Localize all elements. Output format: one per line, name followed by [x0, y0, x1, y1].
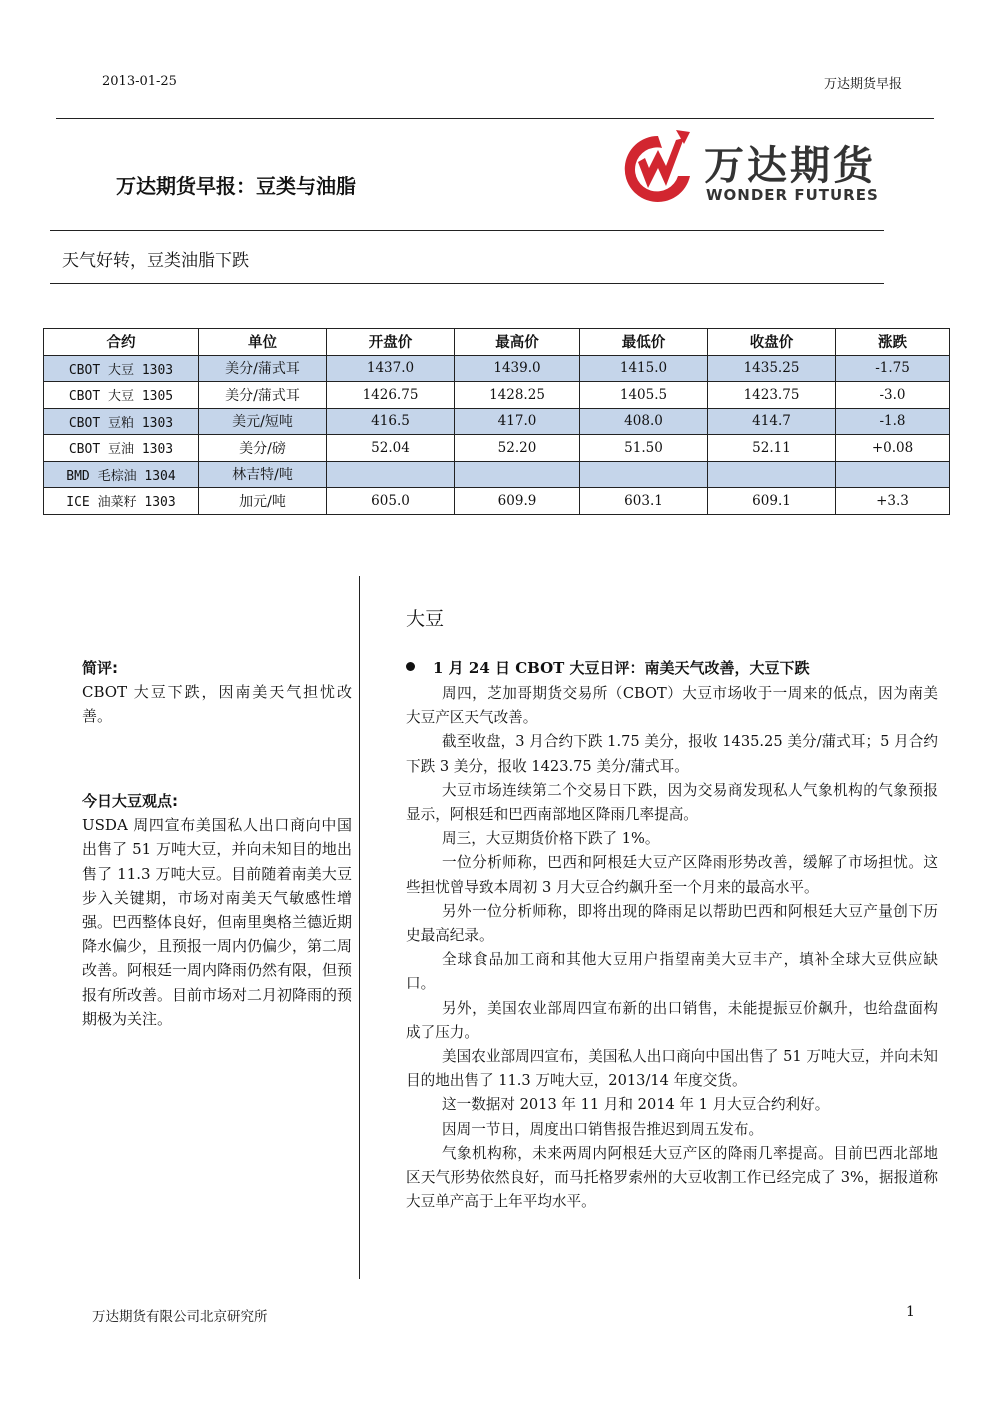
cell-unit: 加元/吨: [199, 488, 327, 515]
cell-change: -1.8: [836, 408, 950, 435]
cell-high: 417.0: [455, 408, 580, 435]
title-rule: [50, 230, 884, 231]
cell-open: 1426.75: [327, 382, 455, 409]
cell-contract: CBOT 大豆 1305: [44, 382, 199, 409]
cell-close: 1423.75: [708, 382, 836, 409]
cell-change: [836, 461, 950, 488]
table-row: [44, 488, 950, 515]
cell-change: -3.0: [836, 382, 950, 409]
comment-heading: 简评:: [82, 659, 118, 677]
footer-org: 万达期货有限公司北京研究所: [92, 1309, 268, 1325]
table-header-row: [44, 329, 950, 356]
cell-high: 1439.0: [455, 355, 580, 382]
cell-change: +3.3: [836, 488, 950, 515]
cell-close: [708, 461, 836, 488]
cell-unit: 美元/短吨: [199, 408, 327, 435]
table-row: [44, 461, 950, 488]
article-paragraph: 另外一位分析师称，即将出现的降雨足以帮助巴西和阿根廷大豆产量创下历史最高纪录。: [406, 902, 938, 945]
cell-low: 1415.0: [580, 355, 708, 382]
header-date: 2013-01-25: [102, 74, 177, 89]
wonder-logo-icon: [618, 128, 700, 210]
cell-close: 609.1: [708, 488, 836, 515]
view-text: USDA 周四宣布美国私人出口商向中国出售了 51 万吨大豆，并向未知目的地出售了 11.3 万吨大豆。目前随着南美大豆步入关键期，市场对南美天气敏感性增强。巴西整体良好，但南里奥格兰德近期降水偏少，且预报一周内仍偏少，第二周改善。阿根廷一周内降雨仍然有限，但预报有所改善。目前市场对二月初降雨的预期极为关注。: [82, 816, 353, 1028]
cell-contract: CBOT 大豆 1303: [44, 355, 199, 382]
col-header-high: 最高价: [455, 329, 580, 356]
col-header-unit: 单位: [199, 329, 327, 356]
cell-contract: CBOT 豆油 1303: [44, 435, 199, 462]
cell-low: 51.50: [580, 435, 708, 462]
article-paragraph: 一位分析师称，巴西和阿根廷大豆产区降雨形势改善，缓解了市场担忧。这些担忧曾导致本周初 3 月大豆合约飙升至一个月来的最高水平。: [406, 854, 938, 896]
column-divider: [359, 576, 360, 1279]
cell-contract: BMD 毛棕油 1304: [44, 461, 199, 488]
cell-contract: ICE 油菜籽 1303: [44, 488, 199, 515]
cell-low: [580, 461, 708, 488]
cell-close: 52.11: [708, 435, 836, 462]
article-paragraph: 周四，芝加哥期货交易所（CBOT）大豆市场收于一周来的低点，因为南美大豆产区天气改善。: [406, 685, 938, 727]
article-paragraph: 因周一节日，周度出口销售报告推迟到周五发布。: [442, 1120, 764, 1138]
bullet-icon: [406, 662, 415, 671]
article-headline: [406, 657, 810, 678]
comment-text: CBOT 大豆下跌，因南美天气担忧改善。: [82, 683, 352, 726]
cell-contract: CBOT 豆粕 1303: [44, 408, 199, 435]
article-paragraph: 美国农业部周四宣布，美国私人出口商向中国出售了 51 万吨大豆，并向未知目的地出售了 11.3 万吨大豆，2013/14 年度交货。: [406, 1048, 938, 1090]
cell-high: 52.20: [455, 435, 580, 462]
table-row: [44, 435, 950, 462]
article-paragraph: 这一数据对 2013 年 11 月和 2014 年 1 月大豆合约利好。: [442, 1096, 830, 1114]
table-row: [44, 408, 950, 435]
col-header-change: 涨跌: [836, 329, 950, 356]
cell-low: 1405.5: [580, 382, 708, 409]
cell-close: 414.7: [708, 408, 836, 435]
page-title: 万达期货早报：豆类与油脂: [116, 174, 356, 198]
cell-high: 1428.25: [455, 382, 580, 409]
cell-high: [455, 461, 580, 488]
article-body: [406, 682, 938, 1214]
cell-high: 609.9: [455, 488, 580, 515]
quote-table: [43, 328, 950, 515]
cell-change: +0.08: [836, 435, 950, 462]
logo-text-cn: 万达期货: [704, 143, 876, 189]
table-row: [44, 382, 950, 409]
company-logo: [618, 128, 893, 210]
cell-low: 408.0: [580, 408, 708, 435]
article-paragraph: 截至收盘，3 月合约下跌 1.75 美分，报收 1435.25 美分/蒲式耳；5 月合约下跌 3 美分，报收 1423.75 美分/蒲式耳。: [406, 733, 938, 775]
logo-text-en: WONDER FUTURES: [706, 186, 879, 204]
col-header-close: 收盘价: [708, 329, 836, 356]
cell-unit: 美分/蒲式耳: [199, 382, 327, 409]
cell-open: 605.0: [327, 488, 455, 515]
col-header-contract: 合约: [44, 329, 199, 356]
article-paragraph: 全球食品加工商和其他大豆用户指望南美大豆丰产，填补全球大豆供应缺口。: [406, 951, 938, 993]
cell-unit: 美分/蒲式耳: [199, 355, 327, 382]
subtitle: 天气好转，豆类油脂下跌: [62, 251, 249, 271]
cell-change: -1.75: [836, 355, 950, 382]
cell-close: 1435.25: [708, 355, 836, 382]
cell-open: [327, 461, 455, 488]
headline-text: 1 月 24 日 CBOT 大豆日评：南美天气改善，大豆下跌: [433, 659, 810, 677]
cell-open: 416.5: [327, 408, 455, 435]
table-row: [44, 355, 950, 382]
cell-open: 1437.0: [327, 355, 455, 382]
header-rule: [56, 118, 934, 119]
comment-block: [82, 656, 352, 729]
cell-open: 52.04: [327, 435, 455, 462]
view-block: [82, 789, 352, 1031]
article-paragraph: 周三，大豆期货价格下跌了 1%。: [442, 830, 660, 848]
cell-unit: 美分/磅: [199, 435, 327, 462]
article-paragraph: 另外，美国农业部周四宣布新的出口销售，未能提振豆价飙升，也给盘面构成了压力。: [406, 999, 938, 1041]
article-paragraph: 气象机构称，未来两周内阿根廷大豆产区的降雨几率提高。目前巴西北部地区天气形势依然良好，而马托格罗索州的大豆收割工作已经完成了 3%，据报道称大豆单产高于上年平均水平。: [406, 1144, 938, 1211]
col-header-low: 最低价: [580, 329, 708, 356]
page-number: 1: [906, 1304, 915, 1320]
section-title: 大豆: [406, 608, 445, 630]
article-paragraph: 大豆市场连续第二个交易日下跌，因为交易商发现私人气象机构的气象预报显示，阿根廷和巴西南部地区降雨几率提高。: [406, 781, 938, 824]
cell-unit: 林吉特/吨: [199, 461, 327, 488]
col-header-open: 开盘价: [327, 329, 455, 356]
view-heading: 今日大豆观点:: [82, 792, 178, 810]
header-publication: 万达期货早报: [823, 77, 902, 92]
subtitle-rule: [50, 283, 884, 284]
cell-low: 603.1: [580, 488, 708, 515]
